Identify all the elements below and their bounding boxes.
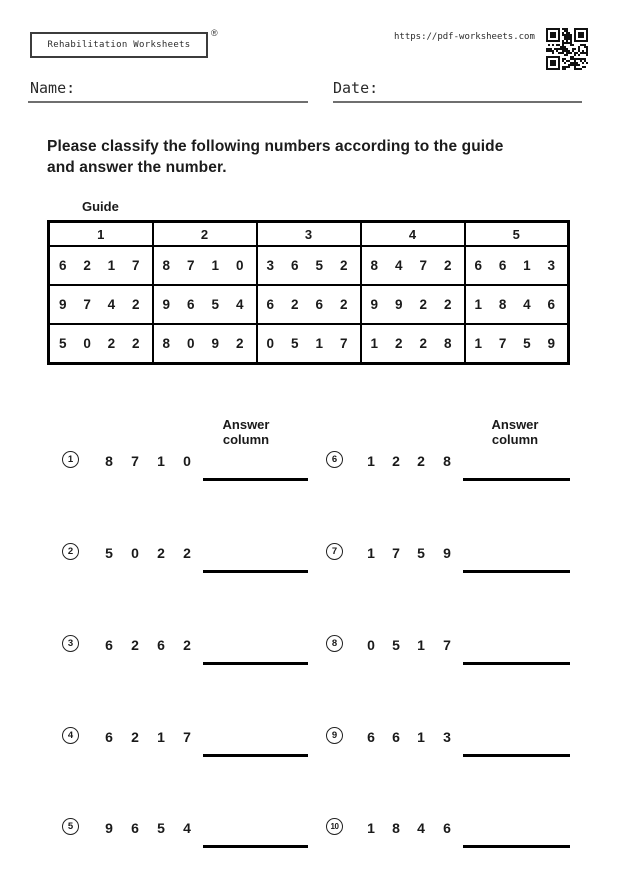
guide-cell xyxy=(49,324,153,364)
answer-digit: 6 xyxy=(443,820,451,836)
guide-digit: 6 xyxy=(186,297,195,312)
answer-digit: 2 xyxy=(131,637,139,653)
answer-item-number: 7 xyxy=(326,543,343,560)
guide-digit: 2 xyxy=(419,297,427,312)
answer-item-number: 6 xyxy=(326,451,343,468)
guide-digit: 5 xyxy=(523,336,531,351)
instruction-text xyxy=(47,136,599,178)
answer-digit: 0 xyxy=(183,453,191,469)
guide-cell xyxy=(465,324,569,364)
guide-digit: 2 xyxy=(394,336,403,351)
answer-digit: 6 xyxy=(392,729,400,745)
guide-digit: 2 xyxy=(83,258,91,273)
guide-digit: 6 xyxy=(266,297,275,312)
name-label: Name: xyxy=(30,79,76,97)
guide-digit: 8 xyxy=(162,336,171,351)
answer-digit: 0 xyxy=(367,637,375,653)
guide-digit: 6 xyxy=(59,258,67,273)
guide-digit: 1 xyxy=(211,258,219,273)
guide-digit: 4 xyxy=(107,297,116,312)
answer-item-number: 9 xyxy=(326,727,343,744)
answer-digit: 9 xyxy=(443,545,451,561)
guide-digit: 0 xyxy=(83,336,91,351)
guide-digit: 9 xyxy=(59,297,67,312)
guide-digit: 0 xyxy=(186,336,195,351)
date-label: Date: xyxy=(333,79,379,97)
guide-digit: 2 xyxy=(443,297,452,312)
guide-digit: 6 xyxy=(290,258,299,273)
guide-digit: 8 xyxy=(370,258,379,273)
guide-digit: 2 xyxy=(290,297,299,312)
guide-cell xyxy=(49,246,153,285)
answer-blank-line[interactable] xyxy=(463,845,570,848)
guide-digit: 2 xyxy=(443,258,452,273)
answer-item-7 xyxy=(0,537,629,583)
guide-digit: 8 xyxy=(162,258,171,273)
guide-digit: 4 xyxy=(523,297,531,312)
answer-digit: 2 xyxy=(183,637,191,653)
answer-item-number: 3 xyxy=(62,635,79,652)
answer-item-number: 8 xyxy=(326,635,343,652)
guide-digit: 8 xyxy=(498,297,507,312)
guide-digit: 9 xyxy=(370,297,379,312)
answer-digit: 5 xyxy=(157,820,165,836)
answer-digit: 5 xyxy=(105,545,113,561)
guide-digit: 7 xyxy=(339,336,348,351)
answer-blank-line[interactable] xyxy=(463,662,570,665)
guide-cell xyxy=(465,285,569,324)
answer-digit: 6 xyxy=(105,729,113,745)
answer-item-number: 1 xyxy=(62,451,79,468)
guide-column-header: 4 xyxy=(361,222,465,247)
answer-blank-line[interactable] xyxy=(463,478,570,481)
guide-digit: 0 xyxy=(235,258,244,273)
guide-digit: 5 xyxy=(59,336,67,351)
guide-digit: 7 xyxy=(186,258,195,273)
brand-box xyxy=(30,32,208,58)
guide-digit: 2 xyxy=(339,297,348,312)
registered-mark: ® xyxy=(211,28,218,38)
guide-digit: 4 xyxy=(235,297,244,312)
date-fill-line[interactable] xyxy=(333,101,582,103)
guide-column-header: 2 xyxy=(153,222,257,247)
guide-digit: 7 xyxy=(498,336,507,351)
guide-digit: 1 xyxy=(370,336,379,351)
answer-digit: 7 xyxy=(443,637,451,653)
answer-digit: 1 xyxy=(417,637,425,653)
guide-digit: 6 xyxy=(498,258,507,273)
guide-cell xyxy=(257,324,361,364)
answer-digit: 4 xyxy=(183,820,191,836)
guide-column-header: 3 xyxy=(257,222,361,247)
guide-digit: 6 xyxy=(474,258,483,273)
instruction-line-1: Please classify the following numbers according to the guide xyxy=(47,138,504,155)
guide-digit: 3 xyxy=(547,258,555,273)
answer-digit: 1 xyxy=(157,453,165,469)
guide-digit: 6 xyxy=(315,297,323,312)
guide-digit: 7 xyxy=(131,258,140,273)
answer-digit: 1 xyxy=(417,729,425,745)
guide-digit: 2 xyxy=(131,297,140,312)
instruction-line-2: and answer the number. xyxy=(47,159,227,176)
guide-digit: 7 xyxy=(419,258,427,273)
answer-digit: 5 xyxy=(392,637,400,653)
answer-digit: 8 xyxy=(392,820,400,836)
answer-item-number: 10 xyxy=(326,818,343,835)
guide-digit: 9 xyxy=(211,336,219,351)
guide-digit: 8 xyxy=(443,336,452,351)
answer-item-8 xyxy=(0,629,629,675)
answer-digit: 2 xyxy=(183,545,191,561)
guide-digit: 9 xyxy=(547,336,555,351)
answer-digit: 8 xyxy=(105,453,113,469)
answer-digit: 1 xyxy=(367,820,375,836)
answer-digit: 1 xyxy=(157,729,165,745)
answer-digit: 6 xyxy=(367,729,375,745)
answer-item-number: 4 xyxy=(62,727,79,744)
answer-digit: 2 xyxy=(392,453,400,469)
answer-blank-line[interactable] xyxy=(463,570,570,573)
guide-digit: 1 xyxy=(315,336,323,351)
guide-cell xyxy=(49,285,153,324)
guide-cell xyxy=(257,246,361,285)
guide-digit: 2 xyxy=(131,336,140,351)
answer-digit: 5 xyxy=(417,545,425,561)
guide-cell xyxy=(465,246,569,285)
guide-label: Guide xyxy=(82,199,119,214)
name-fill-line[interactable] xyxy=(28,101,308,103)
guide-digit: 9 xyxy=(394,297,403,312)
answer-digit: 8 xyxy=(443,453,451,469)
answer-item-number: 2 xyxy=(62,543,79,560)
guide-cell xyxy=(153,285,257,324)
guide-cell xyxy=(257,285,361,324)
answer-digit: 1 xyxy=(367,545,375,561)
guide-digit: 3 xyxy=(266,258,275,273)
answer-item-6 xyxy=(0,445,629,491)
answer-digit: 4 xyxy=(417,820,425,836)
guide-digit: 2 xyxy=(107,336,116,351)
qr-code-icon xyxy=(546,28,588,70)
answer-digit: 6 xyxy=(131,820,139,836)
guide-digit: 6 xyxy=(547,297,555,312)
guide-cell xyxy=(153,246,257,285)
site-url: https://pdf-worksheets.com xyxy=(394,32,535,42)
guide-table xyxy=(47,220,570,365)
brand-label: Rehabilitation Worksheets xyxy=(47,40,191,50)
guide-digit: 0 xyxy=(266,336,275,351)
guide-digit: 5 xyxy=(315,258,323,273)
answer-digit: 3 xyxy=(443,729,451,745)
guide-digit: 9 xyxy=(162,297,171,312)
answer-digit: 0 xyxy=(131,545,139,561)
answer-column-header-left: Answer column xyxy=(222,417,270,447)
guide-digit: 1 xyxy=(474,297,483,312)
guide-column-header: 5 xyxy=(465,222,569,247)
guide-digit: 1 xyxy=(474,336,483,351)
answer-item-9 xyxy=(0,721,629,767)
answer-digit: 1 xyxy=(367,453,375,469)
guide-digit: 2 xyxy=(235,336,244,351)
answer-digit: 2 xyxy=(417,453,425,469)
answer-digit: 6 xyxy=(105,637,113,653)
answer-digit: 7 xyxy=(392,545,400,561)
guide-digit: 2 xyxy=(339,258,348,273)
answer-digit: 2 xyxy=(157,545,165,561)
guide-digit: 1 xyxy=(523,258,531,273)
guide-cell xyxy=(361,285,465,324)
guide-cell xyxy=(361,246,465,285)
guide-digit: 1 xyxy=(107,258,116,273)
answer-digit: 2 xyxy=(131,729,139,745)
answer-blank-line[interactable] xyxy=(463,754,570,757)
guide-column-header: 1 xyxy=(49,222,153,247)
answer-digit: 7 xyxy=(183,729,191,745)
answer-digit: 7 xyxy=(131,453,139,469)
guide-digit: 5 xyxy=(290,336,299,351)
answer-column-header-right: Answer column xyxy=(491,417,539,447)
guide-digit: 5 xyxy=(211,297,219,312)
guide-digit: 4 xyxy=(394,258,403,273)
answer-item-number: 5 xyxy=(62,818,79,835)
answer-item-10 xyxy=(0,812,629,858)
guide-cell xyxy=(153,324,257,364)
answer-digit: 6 xyxy=(157,637,165,653)
guide-digit: 7 xyxy=(83,297,91,312)
guide-digit: 2 xyxy=(419,336,427,351)
guide-cell xyxy=(361,324,465,364)
answer-digit: 9 xyxy=(105,820,113,836)
